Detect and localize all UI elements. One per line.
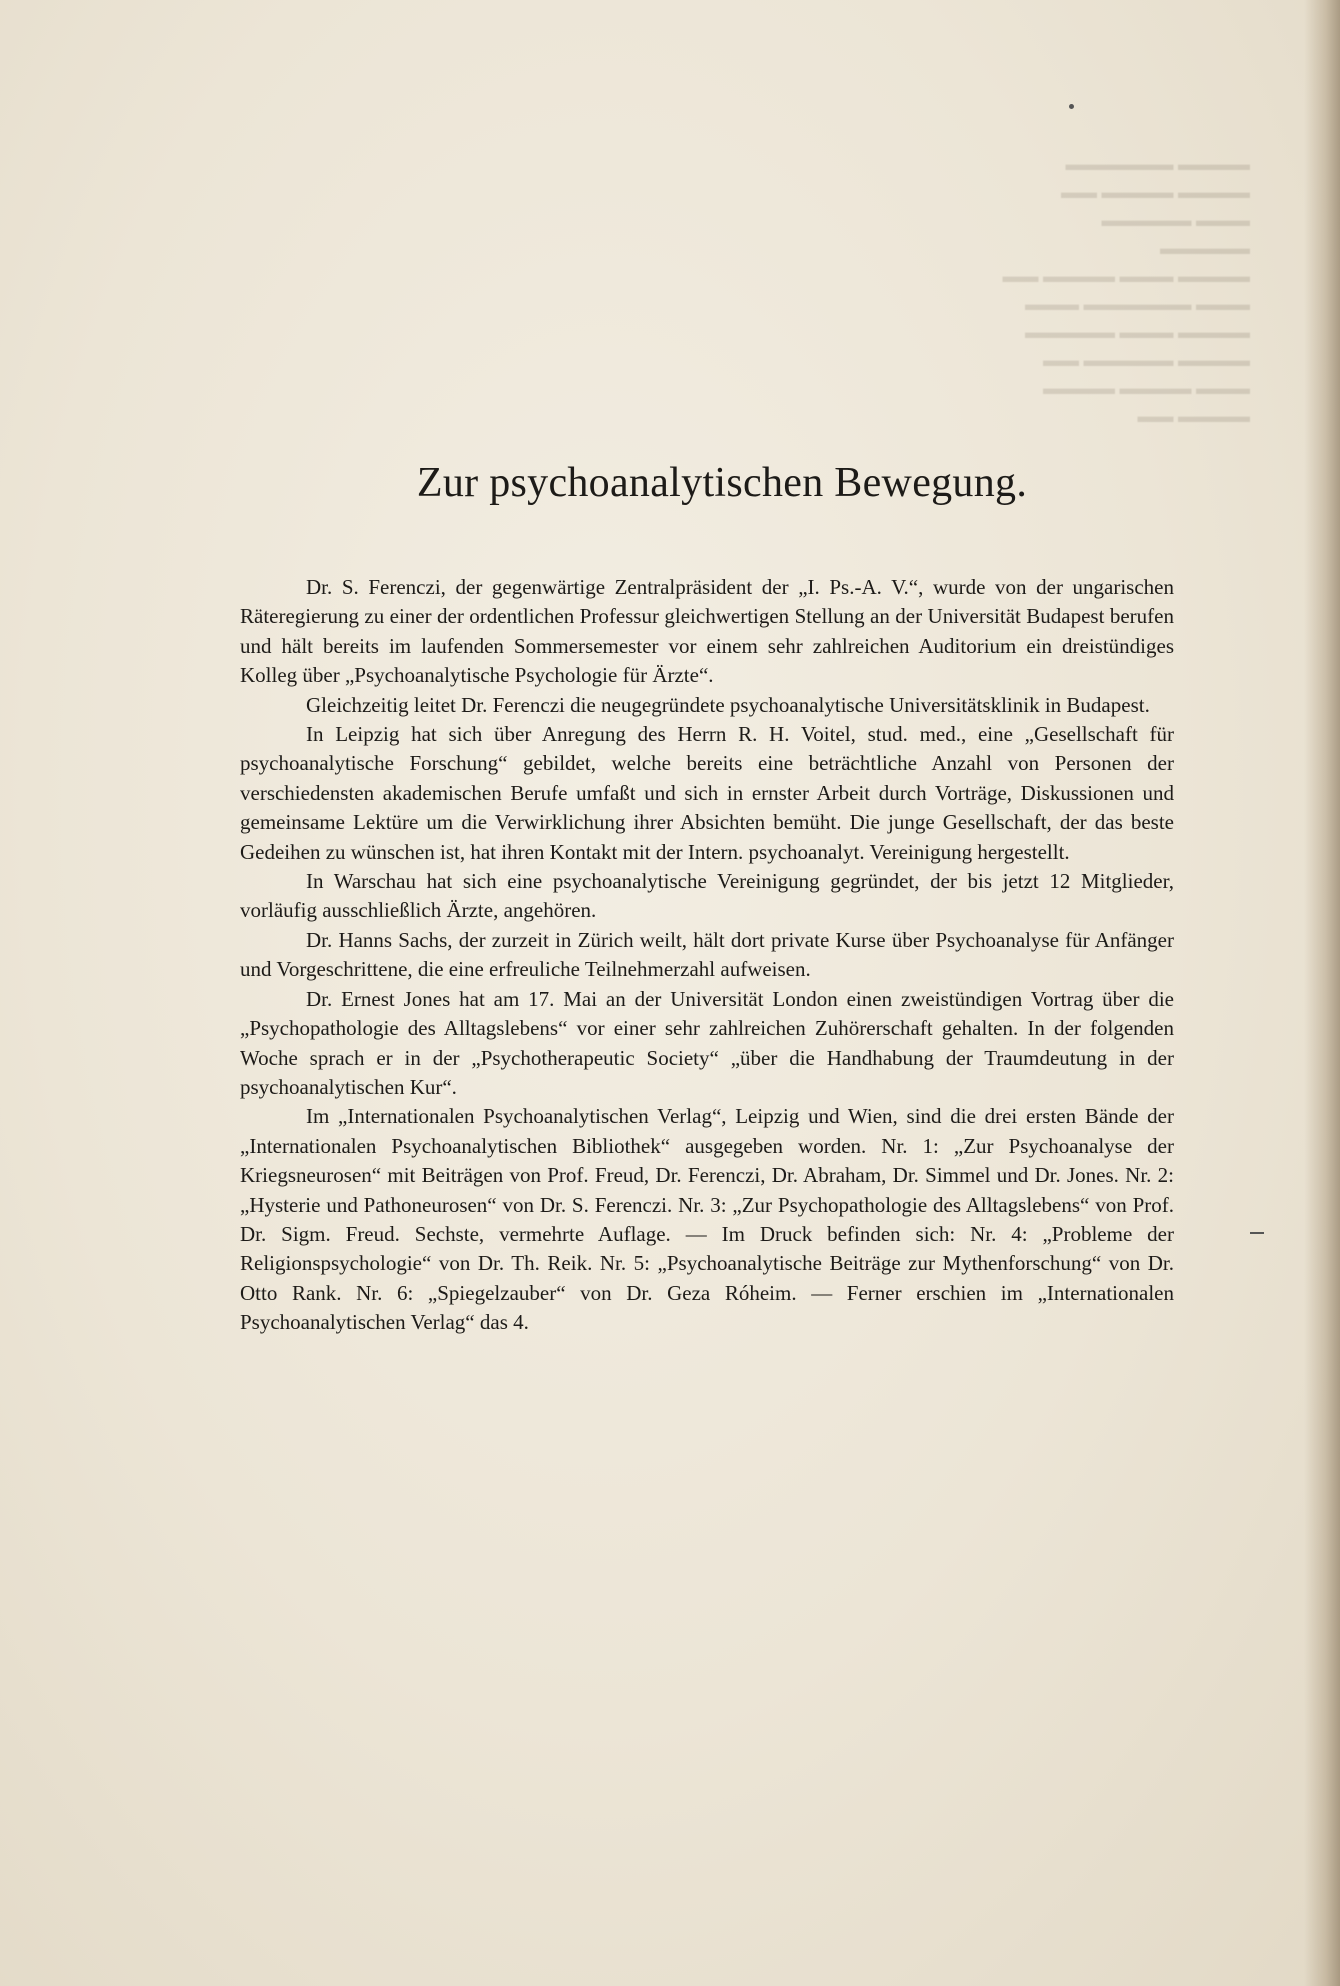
paragraph-verlag-bibliothek: Im „Internationalen Psychoanalytischen Verlag“, Leipzig und Wien, sind die drei ersten Bände der „Internationalen Psychoanalytischen Bibliothek“ ausgegeben worden. Nr. 1: „Zur Psychoanalyse der Kriegsneurosen“ mit Beiträgen von Prof. Freud, Dr. Ferenczi, Dr. Abraham, Dr. Simmel und Dr. Jones. Nr. 2: „Hysterie und Pathoneurosen“ von Dr. S. Ferenczi. Nr. 3: „Zur Psychopathologie des Alltagslebens“ von Prof. Dr. Sigm. Freud. Sechste, vermehrte Auflage. — Im Druck befinden sich: Nr. 4: „Probleme der Religionspsychologie“ von Dr. Th. Reik. Nr. 5: „Psychoanalytische Beiträge zur Mythenforschung“ von Dr. Otto Rank. Nr. 6: „Spiegelzauber“ von Dr. Geza Róheim. — Ferner erschien im „Internationalen Psychoanalytischen Verlag“ das 4. [240, 1104, 1174, 1335]
margin-mark [1250, 1232, 1264, 1234]
paragraph-leipzig: In Leipzig hat sich über Anregung des Herrn R. H. Voitel, stud. med., eine „Gesellschaft für psychoanalytische Forschung“ gebildet, welche bereits eine beträchtliche Anzahl von Personen der verschiedensten akademischen Berufe umfaßt und sich in ernster Arbeit durch Vorträge, Diskussionen und gemeinsame Lektüre um die Verwirklichung ihrer Absichten bemüht. Die junge Gesellschaft, der das beste Gedeihen zu wünschen ist, hat ihren Kontakt mit der Intern. psychoanalyt. Vereinigung hergestellt. [240, 722, 1174, 864]
article-title: Zur psychoanalytischen Bewegung. [416, 460, 1028, 506]
paragraph-warschau: In Warschau hat sich eine psychoanalytische Vereinigung gegründet, der bis jetzt 12 Mitglieder, vorläufig ausschließlich Ärzte, angehören. [240, 869, 1174, 923]
show-through-text: ▬▬▬▬ ▬▬▬▬▬▬ ▬▬▬▬ ▬▬▬▬ ▬▬ ▬▬▬ ▬▬▬▬▬ ▬▬▬▬▬ ▬▬▬▬ ▬▬▬ ▬▬▬▬ ▬▬ ▬▬▬ ▬▬▬▬▬▬ ▬▬▬ ▬▬▬▬ ▬▬▬ ▬▬▬▬▬ ▬▬▬▬ ▬▬▬▬▬ ▬▬ ▬▬▬ ▬▬▬▬ ▬▬▬▬ ▬▬▬▬ ▬▬ [1002, 154, 1250, 426]
paragraph-sachs-zuerich: Dr. Hanns Sachs, der zurzeit in Zürich weilt, hält dort private Kurse über Psychoanalyse für Anfänger und Vorgeschrittene, die eine erfreuliche Teilnehmerzahl aufweisen. [240, 927, 1174, 982]
speck-mark [1069, 104, 1074, 109]
paragraph-universitaetsklinik: Gleichzeitig leitet Dr. Ferenczi die neugegründete psychoanalytische Universitätsklinik in Budapest. [306, 692, 1150, 717]
paragraph-jones-london: Dr. Ernest Jones hat am 17. Mai an der Universität London einen zweistündigen Vortrag über die „Psychopathologie des Alltagslebens“ vor einer sehr zahlreichen Zuhörerschaft gehalten. In der folgenden Woche sprach er in der „Psychotherapeutic Society“ „über die Handhabung der Traumdeutung in der psychoanalytischen Kur“. [240, 986, 1174, 1099]
paragraph-ferenczi-professur: Dr. S. Ferenczi, der gegenwärtige Zentralpräsident der „I. Ps.-A. V.“, wurde von der ungarischen Räteregierung zu einer der ordentlichen Professur gleichwertigen Stellung an der Universität Budapest berufen und hält bereits im laufenden Sommersemester vor einem sehr zahlreichen Auditorium ein dreistündiges Kolleg über „Psychoanalytische Psychologie für Ärzte“. [240, 575, 1174, 688]
page-spine-shadow [1304, 0, 1340, 1986]
article [240, 455, 1174, 1338]
